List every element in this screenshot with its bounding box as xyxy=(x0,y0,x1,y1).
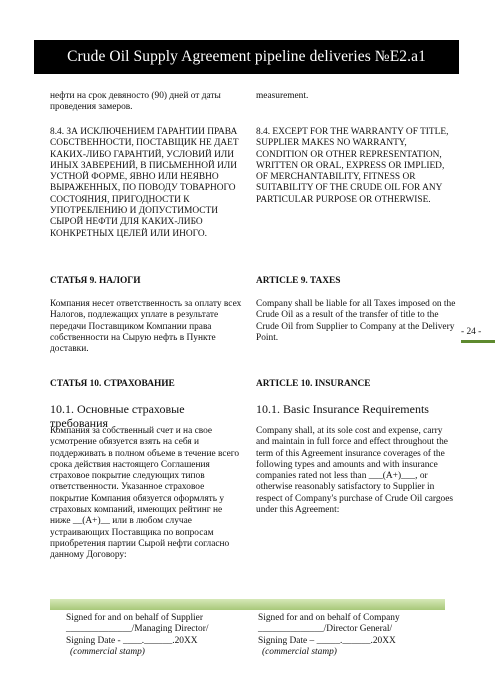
en-section-10-1-heading: 10.1. Basic Insurance Requirements xyxy=(256,402,429,416)
ru-section-10-1-text: Компания за собственный счет и на свое усмотрение обязуется взять на себя и поддерживать в полном объеме в течение всего срока действия настоящего Соглашения страховое покрытие следующих типов ответственности. Указанное страховое покрытие Компания обязуется оформлять у страховых компаний, имеющих рейтинг не ниже __(A+)__ или в любом случае устраивающих Поставщика по вопросам приобретения партии Сырой нефти согласно данному Договору: xyxy=(50,426,240,561)
supplier-signature-block xyxy=(66,613,208,659)
ru-article-10-heading: СТАТЬЯ 10. СТРАХОВАНИЕ xyxy=(50,379,175,389)
ru-clause-8-4: 8.4. ЗА ИСКЛЮЧЕНИЕМ ГАРАНТИИ ПРАВА СОБСТВЕННОСТИ, ПОСТАВЩИК НЕ ДАЕТ КАКИХ-ЛИБО ГАРАНТИЙ, УСЛОВИЙ ИЛИ ИНЫХ ЗАВЕРЕНИЙ, В ПИСЬМЕННОЙ ИЛИ УСТНОЙ ФОРМЕ, ЯВНО ИЛИ НЕЯВНО ВЫРАЖЕННЫХ, ПО ПОВОДУ ТОВАРНОГО СОСТОЯНИЯ, ПРИГОДНОСТИ К УПОТРЕБЛЕНИЮ И ДОПУСТИМОСТИ СЫРОЙ НЕФТИ ДЛЯ КАКИХ-ЛИБО КОНКРЕТНЫХ ЦЕЛЕЙ ИЛИ ИНОГО. xyxy=(50,127,239,239)
en-article-10-heading: ARTICLE 10. INSURANCE xyxy=(256,379,371,389)
document-title: Crude Oil Supply Agreement pipeline deliveries №E2.a1 xyxy=(67,48,426,65)
en-article-9-text: Company shall be liable for all Taxes imposed on the Crude Oil as a result of the transfer of title to the Crude Oil from Supplier to Company at the Delivery Point. xyxy=(256,299,456,343)
ru-continuation-text: нефти на срок девяносто (90) дней от даты проведения замеров. xyxy=(50,91,221,113)
document-header xyxy=(34,40,459,74)
en-section-10-1-text: Company shall, at its sole cost and expense, carry and maintain in full force and effect throughout the term of this Agreement insurance coverages of the following types and amounts and with insurance companies rated not less than ___(A+)___, or otherwise reasonably satisfactory to Supplier in respect of Company's purchase of Crude Oil cargoes under this Agreement: xyxy=(256,426,454,516)
en-continuation-text: measurement. xyxy=(256,91,309,101)
company-signing-date: Signing Date – _____.______.20XX xyxy=(258,635,396,646)
supplier-signing-date: Signing Date - ____.______.20XX xyxy=(66,635,198,646)
company-stamp-label: (commercial stamp) xyxy=(262,647,337,658)
page-number-rule xyxy=(461,340,495,343)
supplier-signed-line: Signed for and on behalf of Supplier xyxy=(66,613,203,623)
company-director-line: ______________/Director General/ xyxy=(258,624,393,635)
supplier-stamp-label: (commercial stamp) xyxy=(70,647,145,658)
en-article-9-heading: ARTICLE 9. TAXES xyxy=(256,276,341,286)
ru-article-9-text: Компания несет ответственность за оплату всех Налогов, подлежащих уплате в результате передачи Поставщиком Компании права собственности на Сырую нефть в Пункте доставки. xyxy=(50,299,242,355)
supplier-director-line: ______________/Managing Director/ xyxy=(66,624,209,635)
page-number: - 24 - xyxy=(461,327,482,337)
company-signed-line: Signed for and on behalf of Company xyxy=(258,613,400,623)
ru-article-9-heading: СТАТЬЯ 9. НАЛОГИ xyxy=(50,276,141,286)
ru-section-10-1-heading: 10.1. Основные страховые требования xyxy=(50,402,185,430)
signature-band xyxy=(50,599,445,610)
en-clause-8-4: 8.4. EXCEPT FOR THE WARRANTY OF TITLE, SUPPLIER MAKES NO WARRANTY, CONDITION OR OTHER REPRESENTATION, WRITTEN OR ORAL, EXPRESS OR IMPLIED, OF MERCHANTABILITY, FITNESS OR SUITABILITY OF THE CRUDE OIL FOR ANY PARTICULAR PURPOSE OR OTHERWISE. xyxy=(256,127,449,205)
company-signature-block xyxy=(258,613,400,659)
